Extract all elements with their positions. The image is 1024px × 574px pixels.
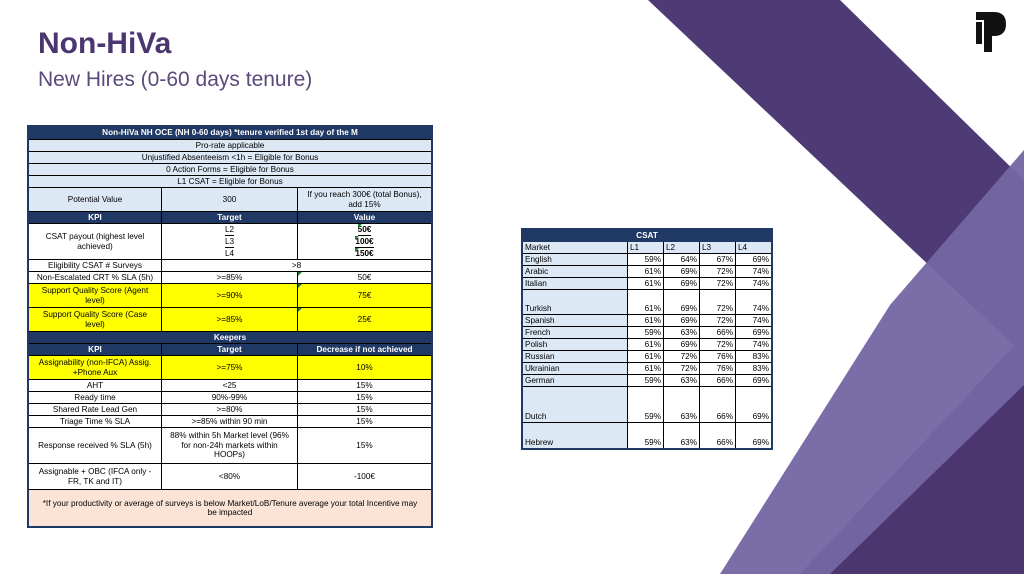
table-cell: 50€ <box>358 224 372 236</box>
value-cell: 50€ <box>298 272 431 283</box>
kpi-cell: Non-Escalated CRT % SLA (5h) <box>29 272 162 283</box>
csat-value-cell: 72% <box>700 315 736 326</box>
value-header: Value <box>353 212 376 222</box>
csat-value-cell: 61% <box>628 266 664 277</box>
csat-value-cell: 74% <box>752 304 769 313</box>
target-header: Target <box>162 344 298 355</box>
csat-value-cell: 72% <box>664 351 700 362</box>
table-cell: 150€ <box>355 248 374 258</box>
csat-table-title: CSAT <box>523 230 771 242</box>
table-cell: L2 <box>225 224 234 236</box>
csat-value-cell: 59% <box>628 327 664 338</box>
potential-label: Potential Value <box>29 188 162 211</box>
eligibility-label: Eligibility CSAT # Surveys <box>29 260 162 271</box>
market-cell: Italian <box>523 278 628 289</box>
table-row <box>523 278 771 290</box>
csat-value-cell: 63% <box>664 387 700 422</box>
kpi-header: KPI <box>29 344 162 355</box>
kpi-cell: Triage Time % SLA <box>29 416 162 427</box>
csat-value-cell: 64% <box>664 254 700 265</box>
market-cell: Ukrainian <box>523 363 628 374</box>
csat-value-cell: 59% <box>628 423 664 448</box>
csat-rows <box>523 254 771 448</box>
kpi-cell: AHT <box>29 380 162 391</box>
csat-value-cell: 66% <box>700 375 736 386</box>
target-cell: <25 <box>162 380 298 391</box>
page-title: Non-HiVa <box>38 27 172 60</box>
kpi-cell: Assignable + OBC (IFCA only - FR, TK and IT) <box>29 464 162 489</box>
csat-value-cell: 69% <box>664 339 700 350</box>
csat-value-cell: 59% <box>628 387 664 422</box>
csat-payout-targets <box>162 224 298 259</box>
csat-value-cell: 74% <box>752 316 769 325</box>
market-cell: Polish <box>523 339 628 350</box>
table-row <box>523 254 771 266</box>
csat-value-cell: 72% <box>700 339 736 350</box>
csat-value-cell: 61% <box>628 339 664 350</box>
market-cell: Dutch <box>523 387 628 422</box>
csat-value-cell: 61% <box>628 290 664 314</box>
table-cell: L3 <box>225 236 234 248</box>
csat-value-cell: 69% <box>664 315 700 326</box>
csat-value-cell: 72% <box>700 290 736 314</box>
note-row: 0 Action Forms = Eligible for Bonus <box>166 164 294 174</box>
csat-value-cell: 74% <box>752 340 769 349</box>
market-cell: German <box>523 375 628 386</box>
csat-value-cell: 66% <box>700 387 736 422</box>
csat-value-cell: 69% <box>752 255 769 264</box>
column-header: L1 <box>628 242 664 253</box>
csat-value-cell: 69% <box>664 278 700 289</box>
page-subtitle: New Hires (0-60 days tenure) <box>38 68 313 91</box>
csat-value-cell: 69% <box>752 412 769 421</box>
table-row <box>523 315 771 327</box>
table-row <box>523 375 771 387</box>
value-cell: 15% <box>356 392 373 402</box>
note-row: Unjustified Absenteeism <1h = Eligible for Bonus <box>141 152 319 162</box>
value-cell: 15% <box>356 380 373 390</box>
kpi-cell: Shared Rate Lead Gen <box>29 404 162 415</box>
table-row <box>523 290 771 315</box>
csat-value-cell: 72% <box>700 266 736 277</box>
potential-value: 300 <box>162 188 298 211</box>
table-row <box>523 351 771 363</box>
table-row <box>523 266 771 278</box>
kpi-cell: Support Quality Score (Agent level) <box>29 284 162 307</box>
table-row <box>523 387 771 423</box>
target-cell: >=85% within 90 min <box>162 416 298 427</box>
csat-value-cell: 61% <box>628 351 664 362</box>
value-cell: 15% <box>356 416 373 426</box>
value-cell: 75€ <box>298 284 431 307</box>
kpi-cell: Ready time <box>29 392 162 403</box>
decrease-header: Decrease if not achieved <box>316 344 413 354</box>
csat-value-cell: 61% <box>628 315 664 326</box>
market-cell: Spanish <box>523 315 628 326</box>
table-row <box>523 423 771 448</box>
csat-value-cell: 63% <box>664 375 700 386</box>
market-cell: Turkish <box>523 290 628 314</box>
csat-value-cell: 59% <box>628 254 664 265</box>
csat-value-cell: 83% <box>752 364 769 373</box>
brand-logo-icon <box>972 10 1012 54</box>
table-row <box>523 363 771 375</box>
csat-value-cell: 74% <box>752 267 769 276</box>
potential-note: If you reach 300€ (total Bonus), add 15% <box>307 190 422 209</box>
csat-table <box>521 228 773 450</box>
note-row: Pro-rate applicable <box>195 140 265 150</box>
csat-value-cell: 69% <box>752 328 769 337</box>
kpi-cell: Assignability (non-IFCA) Assig. +Phone Aux <box>29 356 162 379</box>
kpi-cell: Support Quality Score (Case level) <box>29 308 162 331</box>
value-cell: 25€ <box>298 308 431 331</box>
target-cell: 90%-99% <box>162 392 298 403</box>
target-cell: >=85% <box>162 272 298 283</box>
value-cell: 10% <box>356 362 373 372</box>
footnote: *If your productivity or average of surveys is below Market/LoB/Tenure average your total Incentive may be impacted <box>42 498 418 517</box>
csat-value-cell: 63% <box>664 423 700 448</box>
csat-value-cell: 69% <box>752 376 769 385</box>
csat-value-cell: 66% <box>700 423 736 448</box>
incentive-table <box>27 125 433 528</box>
note-row: L1 CSAT = Eligible for Bonus <box>177 176 283 186</box>
csat-value-cell: 63% <box>664 327 700 338</box>
value-cell: 15% <box>356 440 373 450</box>
market-cell: Russian <box>523 351 628 362</box>
table-row <box>523 327 771 339</box>
value-cell: 15% <box>356 404 373 414</box>
csat-payout-label: CSAT payout (highest level achieved) <box>29 224 162 259</box>
target-cell: <80% <box>162 464 298 489</box>
keepers-title: Keepers <box>213 332 247 342</box>
csat-value-cell: 67% <box>700 254 736 265</box>
target-cell: >=80% <box>162 404 298 415</box>
target-cell: >=90% <box>162 284 298 307</box>
market-cell: Arabic <box>523 266 628 277</box>
market-cell: Hebrew <box>523 423 628 448</box>
value-cell: -100€ <box>354 471 375 481</box>
csat-payout-values <box>298 224 431 259</box>
table-title: Non-HiVa NH OCE (NH 0-60 days) *tenure verified 1st day of the M <box>102 128 358 138</box>
table-cell: L4 <box>224 248 235 258</box>
table-cell: 100€ <box>355 236 373 248</box>
target-header: Target <box>162 212 298 223</box>
market-cell: French <box>523 327 628 338</box>
column-header: L2 <box>664 242 700 253</box>
csat-value-cell: 61% <box>628 363 664 374</box>
target-cell: >=75% <box>162 356 298 379</box>
csat-value-cell: 76% <box>700 351 736 362</box>
csat-value-cell: 74% <box>752 279 769 288</box>
csat-value-cell: 66% <box>700 327 736 338</box>
csat-value-cell: 69% <box>752 438 769 447</box>
csat-value-cell: 59% <box>628 375 664 386</box>
csat-value-cell: 72% <box>700 278 736 289</box>
csat-value-cell: 83% <box>752 352 769 361</box>
eligibility-value: >8 <box>291 260 302 270</box>
csat-value-cell: 76% <box>700 363 736 374</box>
target-cell: 88% within 5h Market level (96% for non-24h markets within HOOPs) <box>162 428 298 463</box>
csat-value-cell: 69% <box>664 290 700 314</box>
table-row <box>523 339 771 351</box>
csat-value-cell: 61% <box>628 278 664 289</box>
market-cell: English <box>523 254 628 265</box>
target-cell: >=85% <box>162 308 298 331</box>
column-header: Market <box>523 242 628 253</box>
kpi-header: KPI <box>29 212 162 223</box>
kpi-cell: Response received % SLA (5h) <box>29 428 162 463</box>
csat-value-cell: 72% <box>664 363 700 374</box>
csat-value-cell: 69% <box>664 266 700 277</box>
column-header: L3 <box>700 242 736 253</box>
column-header: L4 <box>736 242 771 253</box>
